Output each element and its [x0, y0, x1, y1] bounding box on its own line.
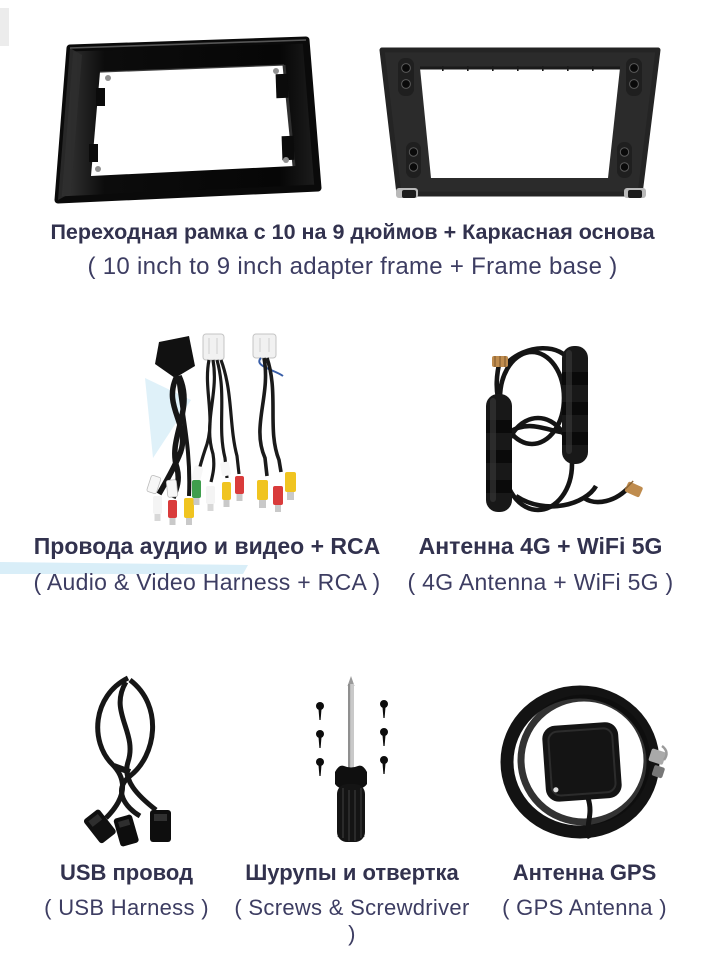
- screws-caption: [228, 860, 476, 947]
- harness-cable-2: [191, 334, 244, 511]
- screws-caption-ru: Шурупы и отвертка: [245, 860, 459, 885]
- antenna-body-left: [486, 394, 512, 512]
- sma-connector-bottom: [624, 479, 643, 497]
- frames-caption-en: ( 10 inch to 9 inch adapter frame + Frame base ): [87, 252, 618, 280]
- frame-base-image: [372, 42, 668, 202]
- wifi-4g-antenna-image: [466, 336, 646, 531]
- wifi-4g-caption-ru: Антенна 4G + WiFi 5G: [418, 533, 663, 559]
- sma-connector-top: [492, 356, 508, 367]
- rca-caption-ru: Провода аудио и видео + RCA: [33, 533, 381, 559]
- usb-cable-loops: [98, 678, 156, 818]
- screwdriver: [335, 676, 367, 842]
- antenna-body-right: [562, 346, 588, 464]
- wifi-4g-caption-en: ( 4G Antenna + WiFi 5G ): [407, 569, 674, 595]
- usb-caption: [24, 860, 229, 921]
- gps-caption-en: ( GPS Antenna ): [502, 895, 667, 920]
- screws-screwdriver-image: [294, 676, 410, 852]
- adapter-frame-image: [48, 36, 336, 208]
- wifi-4g-caption: [398, 533, 683, 596]
- gps-puck: [541, 721, 622, 802]
- frames-caption-ru: Переходная рамка с 10 на 9 дюймов + Каркасная основа: [50, 220, 655, 244]
- usb-harness-image: [68, 672, 190, 852]
- gps-antenna-image: [490, 676, 678, 850]
- rca-harness-image: [133, 330, 308, 530]
- usb-caption-ru: USB провод: [59, 860, 194, 885]
- frames-caption: [0, 220, 705, 281]
- screws-caption-en: ( Screws & Screwdriver ): [234, 895, 470, 946]
- rca-caption: [22, 533, 392, 596]
- usb-caption-en: ( USB Harness ): [44, 895, 209, 920]
- corner-watermark-artifact: [0, 8, 9, 46]
- frame-base: [382, 50, 658, 198]
- harness-cable-3: [253, 334, 296, 512]
- rca-caption-en: ( Audio & Video Harness + RCA ): [33, 569, 381, 595]
- gps-caption: [482, 860, 687, 921]
- usb-connectors: [83, 808, 171, 847]
- adapter-frame: [58, 40, 318, 200]
- gps-caption-ru: Антенна GPS: [512, 860, 657, 885]
